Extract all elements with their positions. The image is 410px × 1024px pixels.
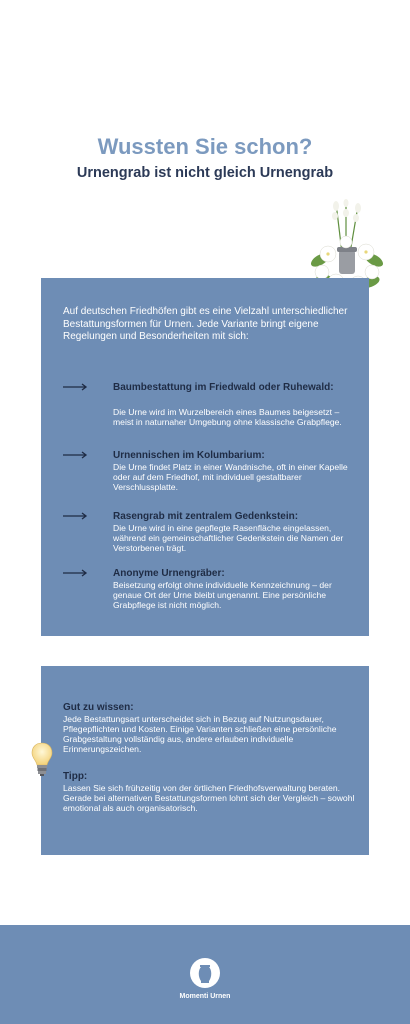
info-card (41, 278, 369, 636)
tips-card (41, 666, 369, 855)
arrow-right-icon (63, 450, 89, 460)
item-text: Die Urne findet Platz in einer Wandnische, oft in einer Kapelle oder auf dem Friedhof, mit individuell gestaltbarer Verschlussplatte. (113, 462, 348, 492)
good-to-know-title: Gut zu wissen: (63, 702, 134, 713)
item-title: Baumbestattung im Friedwald oder Ruhewald: (113, 382, 334, 393)
good-to-know-text: Jede Bestattungsart unterscheidet sich in Bezug auf Nutzungsdauer, Pflegepflichten und Kosten. Einige Varianten schließen eine persönliche Grabgestaltung vollständig aus, andere erlauben individuelle Erinnerungszeichen. (63, 714, 337, 754)
item-text: Beisetzung erfolgt ohne individuelle Kennzeichnung – der genaue Ort der Urne bleibt ungenannt. Eine persönliche Grabpflege ist nicht möglich. (113, 580, 332, 610)
page-title: Wussten Sie schon? (97, 134, 313, 159)
item-text: Die Urne wird im Wurzelbereich eines Baumes beigesetzt – meist in naturnaher Umgebung ohne klassische Grabpflege. (113, 407, 342, 427)
item-title: Rasengrab mit zentralem Gedenkstein: (113, 511, 299, 522)
arrow-right-icon (63, 511, 89, 521)
arrow-right-icon (63, 568, 89, 578)
intro-text: Auf deutschen Friedhöfen gibt es eine Vielzahl unterschiedlicher Bestattungsformen für Urnen. Jede Variante bringt eigene Regelungen und Besonderheiten mit sich: (63, 306, 348, 342)
item-title: Anonyme Urnengräber: (113, 568, 225, 579)
item-title: Urnennischen im Kolumbarium: (113, 450, 265, 461)
urn-logo-icon (189, 957, 221, 989)
arrow-right-icon (63, 382, 89, 392)
page-subtitle: Urnengrab ist nicht gleich Urnengrab (76, 165, 334, 181)
tip-text: Lassen Sie sich frühzeitig von der örtlichen Friedhofsverwaltung beraten. Gerade bei alternativen Bestattungsformen lohnt sich der Vergleich – sowohl emotional als auch organisatorisch. (63, 783, 355, 813)
tip-title: Tipp: (63, 771, 88, 782)
footer (0, 925, 410, 1024)
brand-name: Momenti Urnen (179, 993, 231, 1000)
lightbulb-icon (31, 742, 53, 778)
item-text: Die Urne wird in eine gepflegte Rasenfläche eingelassen, während ein gemeinschaftlicher Gedenkstein die Namen der Verstorbenen trägt. (113, 523, 344, 553)
